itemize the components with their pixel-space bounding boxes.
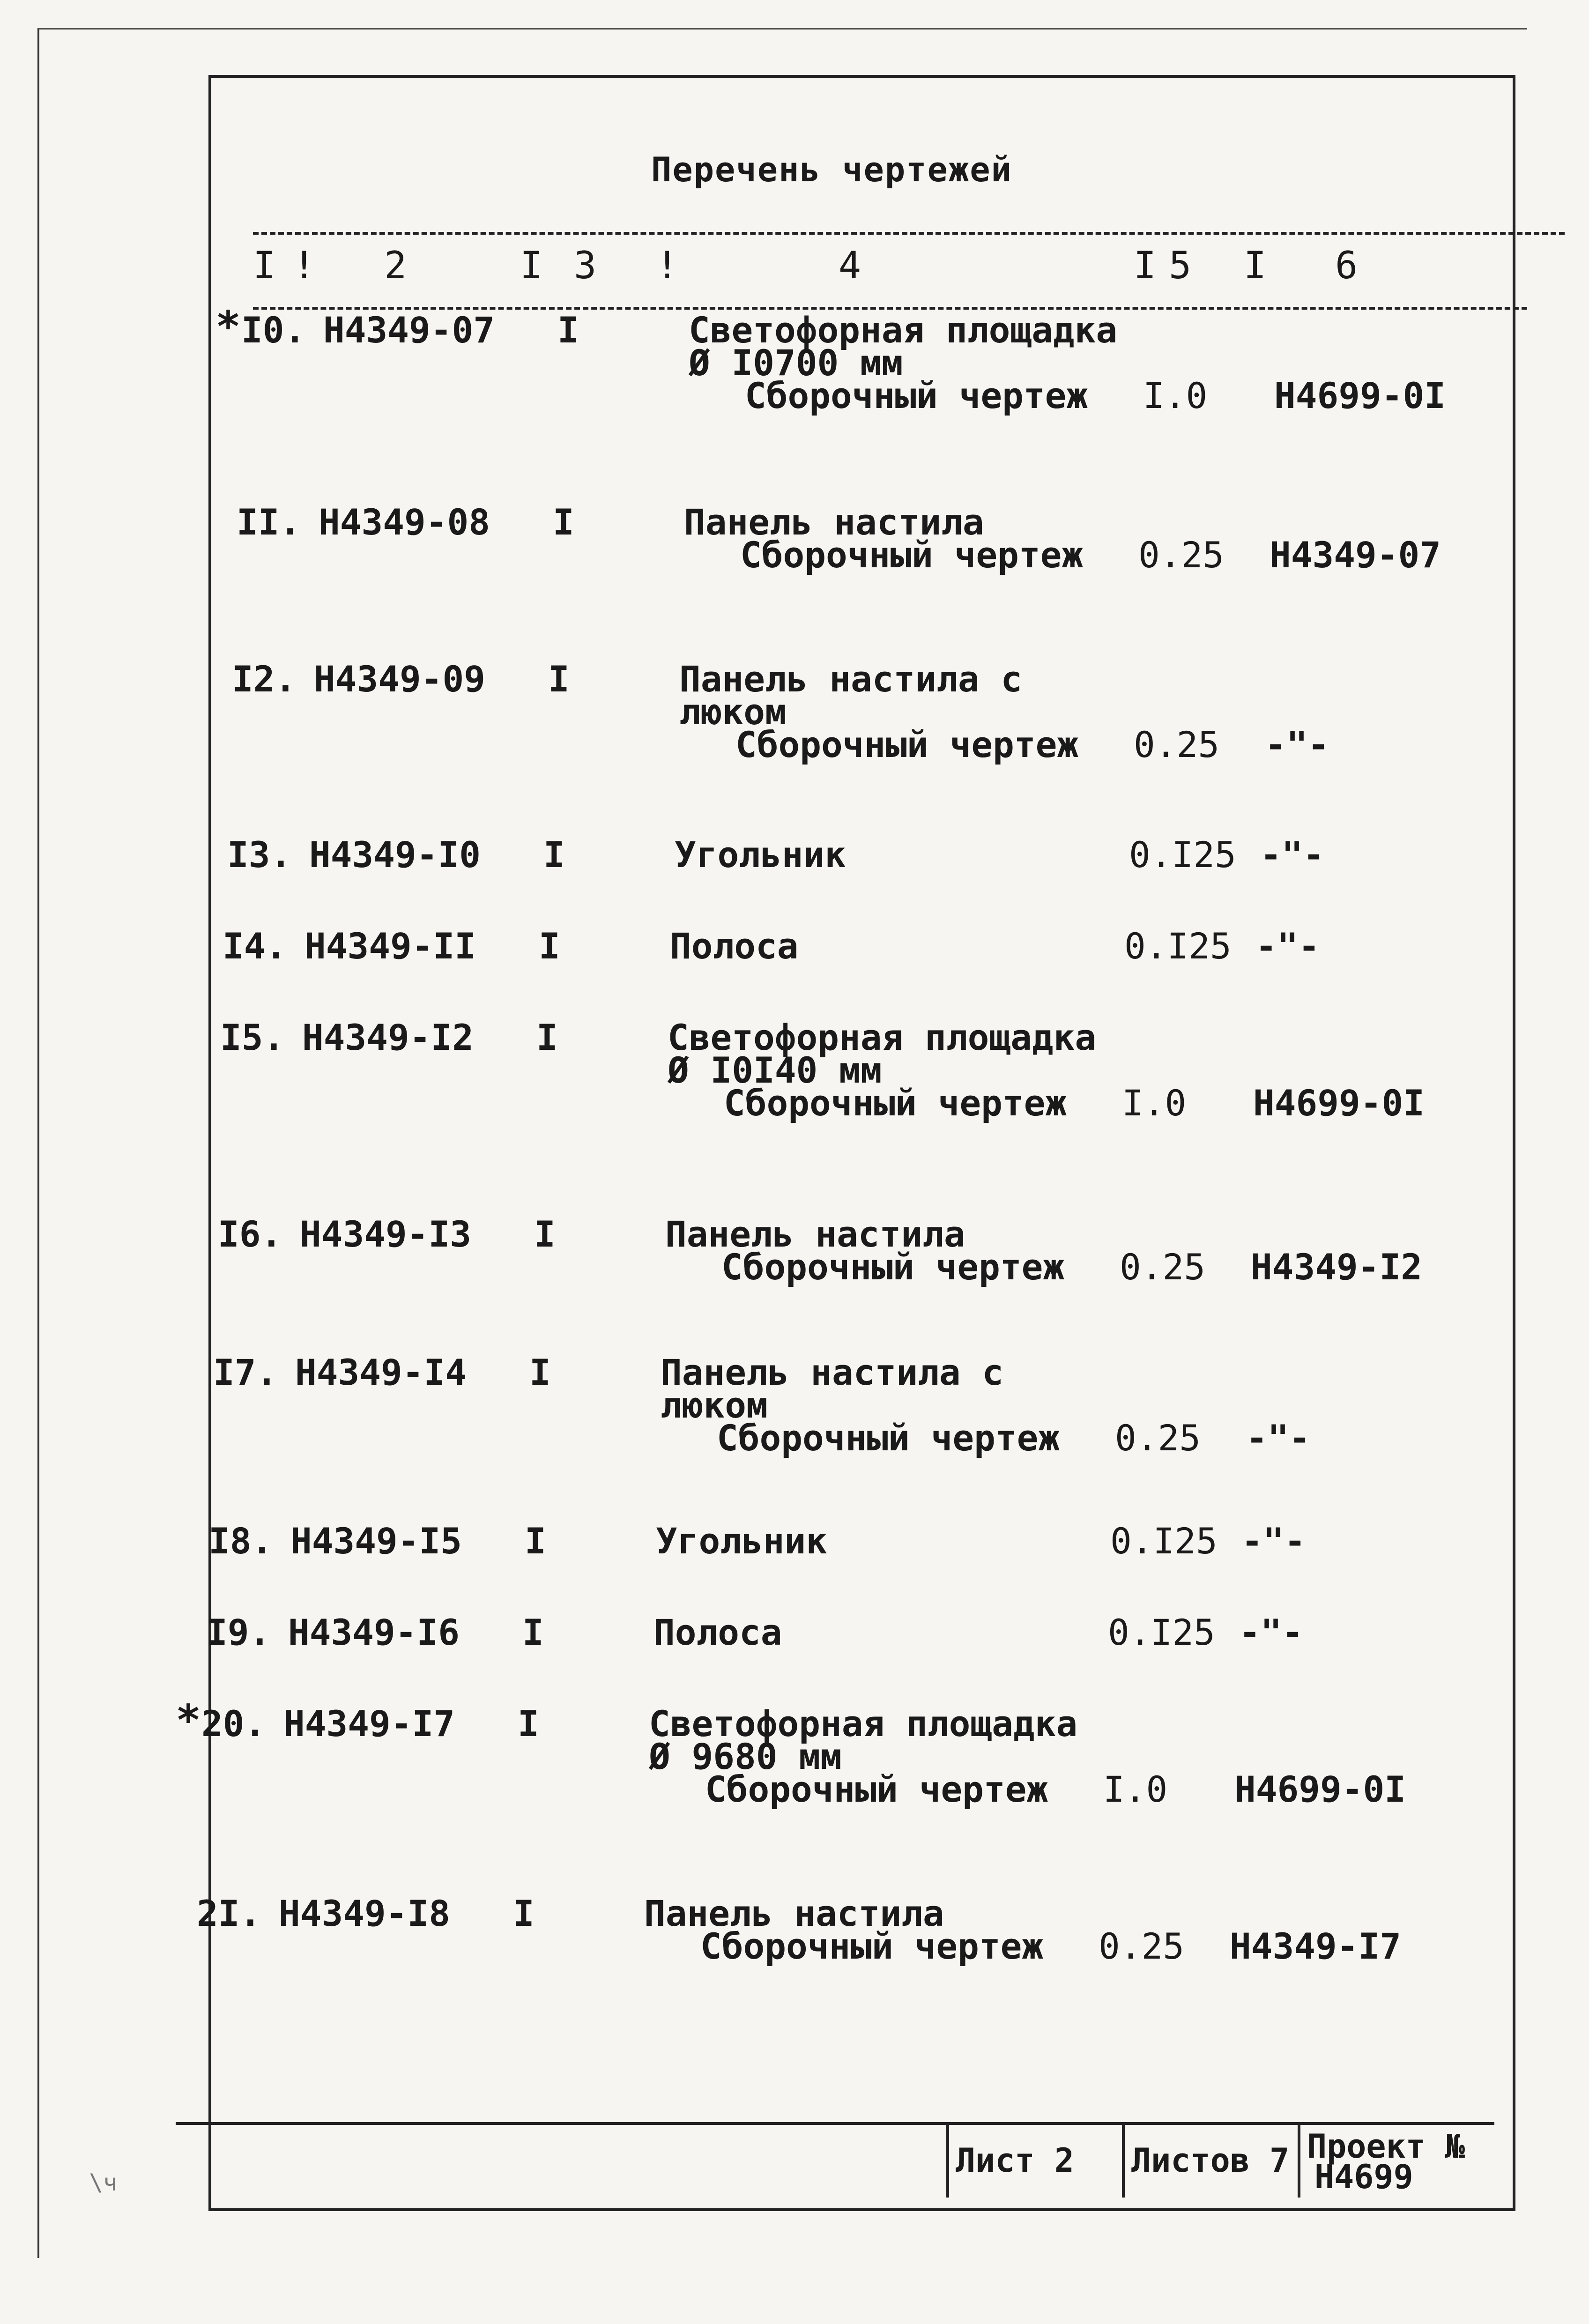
drawing-subname: Сборочный чертеж	[705, 1768, 1048, 1810]
drawing-name: Светофорная площадка	[649, 1703, 1078, 1745]
margin-note: \ч	[89, 2169, 118, 2196]
row-number: I5.	[220, 1017, 285, 1058]
drawing-code: Н4349-II	[304, 925, 476, 967]
col-sep-3: !	[656, 244, 679, 287]
weight-value: 0.25	[1115, 1417, 1201, 1459]
sheet-number: Лист 2	[956, 2141, 1074, 2180]
col-head-1: I	[253, 244, 276, 287]
row-number: I8.	[208, 1520, 273, 1562]
drawing-subname: Сборочный чертеж	[745, 375, 1088, 416]
sheet-count: I	[548, 658, 570, 700]
drawing-subname: Сборочный чертеж	[721, 1246, 1065, 1288]
drawing-name: Угольник	[675, 834, 846, 876]
drawing-code: Н4349-I2	[302, 1017, 474, 1058]
weight-value: 0.I25	[1108, 1611, 1215, 1653]
asterisk-mark: *	[215, 302, 241, 351]
col-sep-4: I	[1134, 244, 1157, 287]
drawing-name: Панель настила	[644, 1893, 944, 1934]
sheets-total-cell	[1122, 2125, 1298, 2198]
weight-value: I.0	[1122, 1082, 1187, 1124]
sheet-count: I	[518, 1703, 539, 1745]
sheet-cell	[946, 2125, 1122, 2198]
reference-drawing: -"-	[1255, 925, 1320, 967]
col-head-3: 3	[574, 244, 597, 287]
col-head-5: 5	[1169, 244, 1192, 287]
row-number: I3.	[227, 834, 292, 876]
col-head-4: 4	[839, 244, 861, 287]
drawing-name: Ø I0700 мм	[689, 342, 903, 384]
reference-drawing: Н4699-0I	[1234, 1768, 1406, 1810]
drawing-name: люком	[661, 1384, 768, 1426]
drawing-code: Н4349-I3	[300, 1213, 472, 1255]
row-number: I0.	[241, 309, 306, 351]
drawing-subname: Сборочный чертеж	[700, 1925, 1044, 1967]
drawing-name: Панель настила с	[679, 658, 1023, 700]
col-sep-5: I	[1244, 244, 1267, 287]
weight-value: 0.25	[1099, 1925, 1185, 1967]
row-number: I9.	[206, 1611, 271, 1653]
weight-value: I.0	[1143, 375, 1208, 416]
reference-drawing: Н4349-I7	[1230, 1925, 1402, 1967]
col-sep-2: I	[520, 244, 543, 287]
sheet-count: I	[529, 1351, 551, 1393]
reference-drawing: -"-	[1241, 1520, 1306, 1562]
reference-drawing: Н4349-07	[1270, 534, 1441, 576]
col-sep-1: !	[293, 244, 316, 287]
drawing-subname: Сборочный чертеж	[735, 724, 1079, 765]
reference-drawing: -"-	[1246, 1417, 1311, 1459]
reference-drawing: -"-	[1239, 1611, 1304, 1653]
sheets-total: Листов 7	[1131, 2141, 1290, 2180]
sheet-count: I	[543, 834, 565, 876]
drawing-code: Н4349-09	[314, 658, 486, 700]
drawing-name: Панель настила	[665, 1213, 965, 1255]
sheet-count: I	[525, 1520, 546, 1562]
drawing-name: Полоса	[670, 925, 799, 967]
sheet-count: I	[513, 1893, 535, 1934]
drawing-code: Н4349-08	[319, 501, 490, 543]
drawing-name: Светофорная площадка	[689, 309, 1118, 351]
weight-value: 0.25	[1120, 1246, 1206, 1288]
reference-drawing: -"-	[1260, 834, 1325, 876]
row-number: 2I.	[197, 1893, 261, 1934]
weight-value: I.0	[1103, 1768, 1168, 1810]
drawing-code: Н4349-I0	[309, 834, 481, 876]
weight-value: 0.I25	[1129, 834, 1236, 876]
row-number: 20.	[201, 1703, 266, 1745]
drawing-name: Панель настила	[684, 501, 984, 543]
drawing-subname: Сборочный чертеж	[717, 1417, 1060, 1459]
project-cell	[1298, 2125, 1494, 2198]
drawing-name: люком	[679, 691, 787, 733]
drawing-name: Панель настила с	[661, 1351, 1004, 1393]
reference-drawing: Н4699-0I	[1274, 375, 1446, 416]
reference-drawing: -"-	[1265, 724, 1329, 765]
col-head-6: 6	[1335, 244, 1358, 287]
drawing-code: Н4349-I8	[279, 1893, 451, 1934]
col-head-2: 2	[384, 244, 407, 287]
drawing-name: Светофорная площадка	[668, 1017, 1097, 1058]
row-number: II.	[237, 501, 301, 543]
row-number: I4.	[223, 925, 287, 967]
row-number: I2.	[232, 658, 297, 700]
drawing-name: Полоса	[653, 1611, 782, 1653]
weight-value: 0.I25	[1124, 925, 1232, 967]
title-block	[176, 2122, 1494, 2195]
header-dash-top	[253, 232, 1565, 235]
weight-value: 0.25	[1134, 724, 1220, 765]
weight-value: 0.25	[1138, 534, 1225, 576]
drawing-subname: Сборочный чертеж	[724, 1082, 1067, 1124]
row-number: I6.	[218, 1213, 282, 1255]
sheet-count: I	[536, 1017, 558, 1058]
drawing-code: Н4349-07	[323, 309, 495, 351]
page-title: Перечень чертежей	[651, 150, 1012, 189]
drawing-code: Н4349-I6	[288, 1611, 460, 1653]
sheet-count: I	[522, 1611, 544, 1653]
reference-drawing: Н4699-0I	[1253, 1082, 1425, 1124]
project-code: Н4699	[1314, 2158, 1413, 2196]
drawing-name: Ø 9680 мм	[649, 1736, 842, 1777]
weight-value: 0.I25	[1110, 1520, 1218, 1562]
project-label: Проект №	[1307, 2127, 1465, 2166]
drawing-code: Н4349-I5	[290, 1520, 462, 1562]
drawing-subname: Сборочный чертеж	[740, 534, 1084, 576]
drawing-name: Угольник	[656, 1520, 828, 1562]
drawing-code: Н4349-I4	[295, 1351, 467, 1393]
asterisk-mark: *	[176, 1696, 201, 1745]
reference-drawing: Н4349-I2	[1251, 1246, 1423, 1288]
drawing-code: Н4349-I7	[283, 1703, 455, 1745]
row-number: I7.	[213, 1351, 278, 1393]
drawing-name: Ø I0I40 мм	[668, 1049, 882, 1091]
sheet-count: I	[534, 1213, 556, 1255]
sheet-count: I	[557, 309, 579, 351]
sheet-count: I	[539, 925, 560, 967]
sheet-count: I	[553, 501, 574, 543]
